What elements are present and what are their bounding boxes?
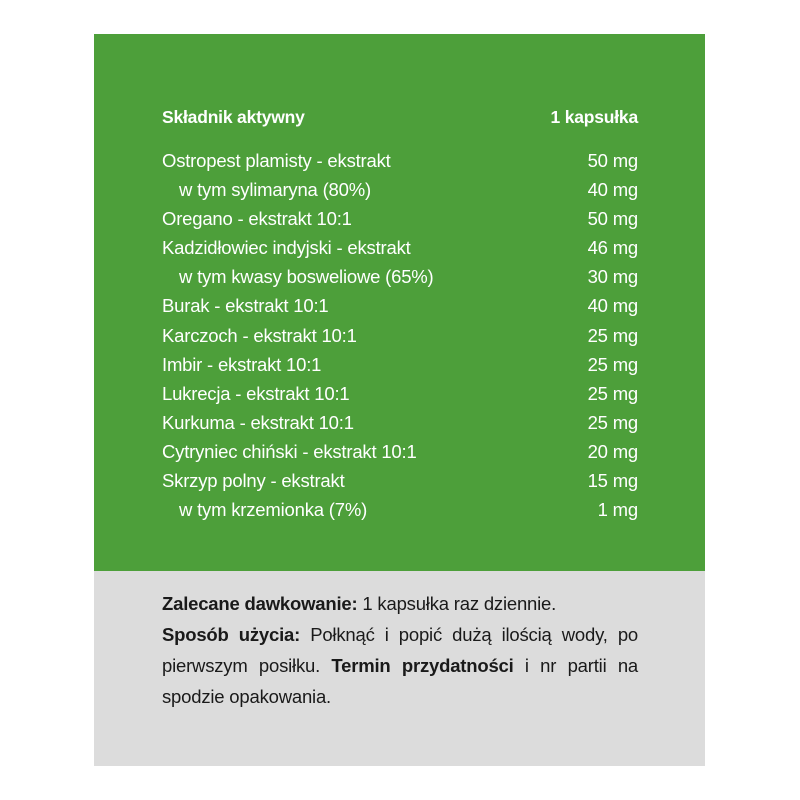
table-row: [162, 262, 638, 291]
table-row: [162, 495, 638, 524]
ingredient-amount: 50 mg: [587, 208, 638, 230]
ingredient-amount: 20 mg: [587, 440, 638, 462]
table-row: [162, 146, 638, 175]
expiry-text: i nr partii na spodzie opakowania.: [162, 655, 639, 707]
table-row: [162, 379, 638, 408]
ingredient-name: Cytryniec chiński - ekstrakt 10:1: [162, 440, 417, 462]
ingredient-amount: 25 mg: [587, 353, 638, 375]
recommended-dosage-text: 1 kapsułka raz dziennie.: [357, 593, 557, 614]
expiry-label: Termin przydatności: [331, 655, 514, 676]
ingredient-amount: 30 mg: [587, 266, 638, 288]
ingredient-name: Skrzyp polny - ekstrakt: [162, 470, 345, 492]
ingredient-column-header: Składnik aktywny: [162, 107, 305, 127]
supplement-label: [94, 34, 705, 766]
table-row: [162, 233, 638, 262]
dosage-info: [162, 588, 638, 712]
ingredients-panel: [94, 34, 705, 571]
ingredient-amount: 15 mg: [587, 470, 638, 492]
dosage-panel: [94, 571, 705, 766]
ingredients-table: [162, 102, 638, 524]
ingredient-name: w tym kwasy bosweliowe (65%): [179, 266, 434, 288]
usage-instructions: [162, 619, 638, 712]
ingredient-name: Lukrecja - ekstrakt 10:1: [162, 382, 350, 404]
ingredient-amount: 25 mg: [587, 382, 638, 404]
ingredient-name: Ostropest plamisty - ekstrakt: [162, 150, 391, 171]
ingredient-name: Burak - ekstrakt 10:1: [162, 295, 329, 317]
amount-column-header: 1 kapsułka: [550, 107, 638, 127]
ingredient-name: Kadzidłowiec indyjski - ekstrakt: [162, 237, 411, 259]
table-header: [162, 102, 638, 132]
ingredient-amount: 46 mg: [587, 237, 638, 259]
table-row: [162, 437, 638, 466]
ingredient-name: Imbir - ekstrakt 10:1: [162, 353, 322, 375]
ingredient-amount: 25 mg: [587, 324, 638, 346]
usage-text: Połknąć i popić dużą ilością wody, po pierwszym posiłku.: [162, 624, 638, 676]
ingredient-name: Oregano - ekstrakt 10:1: [162, 208, 352, 230]
table-row: [162, 408, 638, 437]
ingredient-amount: 50 mg: [587, 150, 638, 171]
table-row: [162, 291, 638, 320]
table-row: [162, 466, 638, 495]
table-row: [162, 321, 638, 350]
ingredient-name: w tym krzemionka (7%): [179, 499, 368, 521]
recommended-dosage-label: Zalecane dawkowanie:: [162, 593, 358, 614]
ingredient-name: Kurkuma - ekstrakt 10:1: [162, 411, 354, 433]
table-row: [162, 350, 638, 379]
ingredient-name: w tym sylimaryna (80%): [179, 179, 371, 201]
ingredient-amount: 40 mg: [587, 179, 638, 201]
ingredient-amount: 1 mg: [597, 499, 638, 521]
ingredient-amount: 40 mg: [587, 295, 638, 317]
ingredient-amount: 25 mg: [587, 411, 638, 433]
table-row: [162, 204, 638, 233]
usage-label: Sposób użycia:: [162, 624, 301, 645]
table-row: [162, 175, 638, 204]
recommended-dosage: [162, 588, 638, 619]
ingredient-name: Karczoch - ekstrakt 10:1: [162, 324, 357, 346]
